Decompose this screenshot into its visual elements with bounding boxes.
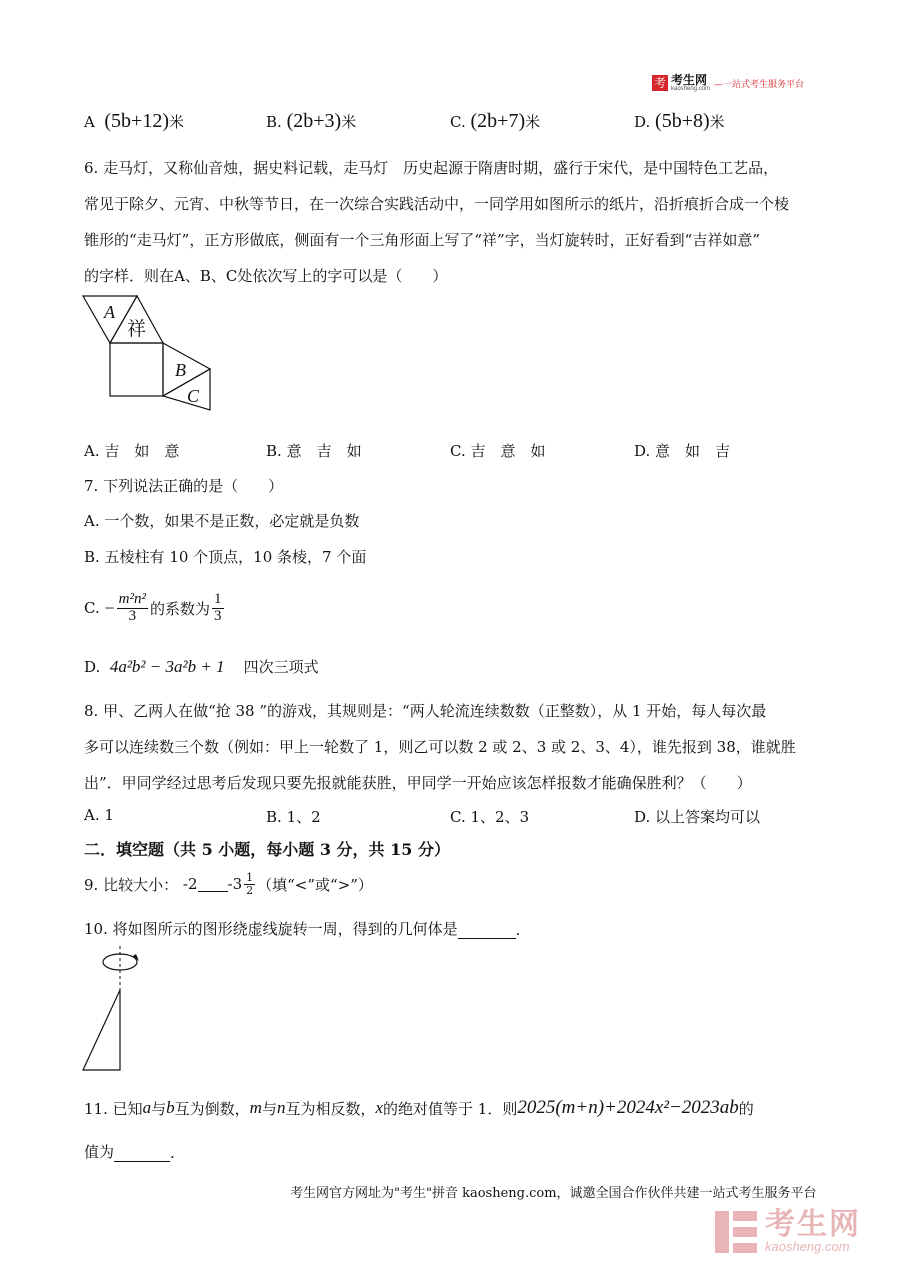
q7-option-d: D. 4a²b² − 3a²b + 1 四次三项式	[84, 657, 319, 676]
q7-option-c: C. − $\frac{\text{m²n²}}{3}$ 的系数为 $\frac{1}{3}$	[84, 590, 222, 624]
right-triangle	[83, 990, 120, 1070]
q5-option-a: A (5b+12)米	[84, 110, 185, 132]
rotation-arrow	[103, 954, 137, 970]
q7-stem: 7. 下列说法正确的是（ ）	[84, 477, 284, 495]
q8-option-a: A. 1	[84, 806, 114, 824]
label-c: C	[187, 386, 200, 406]
watermark-name: 考生网	[765, 1206, 861, 1242]
logo-domain: kaosheng.com	[671, 86, 711, 92]
watermark-icon	[715, 1207, 759, 1255]
q6-line-1: 6. 走马灯，又称仙音烛，据史料记载，走马灯 历史起源于隋唐时期，盛行于宋代，是中国特色工艺品，	[84, 159, 779, 177]
q10-rotation-figure	[78, 944, 148, 1076]
q8-option-b: B. 1、2	[266, 808, 321, 826]
square-base	[110, 343, 163, 396]
q6-option-a: A. 吉 如 意	[84, 442, 180, 460]
logo-name: 考生网	[671, 73, 708, 87]
label-a: A	[104, 302, 115, 322]
q10-answer-blank[interactable]	[458, 922, 516, 939]
label-b: B	[175, 360, 186, 380]
footer-text: 考生网官方网址为"考生"拼音 kaosheng.com，诚邀全国合作伙伴共建一站式考生服务平台	[290, 1186, 817, 1201]
q7-option-b: B. 五棱柱有 10 个顶点，10 条棱，7 个面	[84, 548, 367, 566]
q6-net-figure	[80, 292, 220, 414]
label-xiang: 祥	[127, 318, 147, 340]
q6-line-4: 的字样．则在A、B、C处依次写上的字可以是（ ）	[84, 267, 448, 285]
watermark	[715, 1203, 887, 1259]
q6-line-2: 常见于除夕、元宵、中秋等节日，在一次综合实践活动中，一同学用如图所示的纸片，沿折痕折合成一个棱	[84, 195, 790, 213]
header-logo	[652, 72, 804, 94]
q6-option-c: C. 吉 意 如	[450, 442, 546, 460]
logo-mark: 考	[653, 76, 666, 90]
q9: 9. 比较大小： -2 -3 $\frac{1}{2}$ （填“<”或“>”）	[84, 870, 373, 897]
q8-line-1: 8. 甲、乙两人在做“抢 38 ”的游戏，其规则是：“两人轮流连续数数（正整数），从 1 开始，每人每次最	[84, 702, 767, 720]
q5-option-b: B. (2b+3)米	[266, 110, 357, 132]
q5-option-c: C. (2b+7)米	[450, 110, 541, 132]
q10: 10. 将如图所示的图形绕虚线旋转一周，得到的几何体是 .	[84, 920, 521, 939]
q11-line-1: 11. 已知 a 与 b 互为倒数， m 与 n 互为相反数， x 的绝对值等于 1．则 2025(m+n)+2024x²−2023ab 的	[84, 1097, 754, 1118]
q6-option-b: B. 意 吉 如	[266, 442, 362, 460]
q11-line-2: 值为 .	[84, 1143, 175, 1162]
q6-line-3: 锥形的“走马灯”，正方形做底，侧面有一个三角形面上写了“祥”字，当灯旋转时，正好看到“吉祥如意”	[84, 231, 761, 249]
q7-option-a: A. 一个数，如果不是正数，必定就是负数	[84, 512, 360, 530]
q5-option-d: D. (5b+8)米	[634, 110, 725, 132]
q9-answer-blank[interactable]	[198, 877, 228, 892]
section-heading: 二．填空题（共 5 小题，每小题 3 分，共 15 分）	[84, 840, 450, 859]
q8-option-d: D. 以上答案均可以	[634, 808, 761, 826]
q8-option-c: C. 1、2、3	[450, 808, 530, 826]
logo-slogan: —一站式考生服务平台	[714, 79, 805, 90]
q11-answer-blank[interactable]	[114, 1145, 170, 1162]
q8-line-3: 出”．甲同学经过思考后发现只要先报就能获胜，甲同学一开始应该怎样报数才能确保胜利？（ ）	[84, 774, 752, 792]
q6-option-d: D. 意 如 吉	[634, 442, 731, 460]
q8-line-2: 多可以连续数三个数（例如：甲上一轮数了 1，则乙可以数 2 或 2、3 或 2、3、4），谁先报到 38，谁就胜	[84, 738, 796, 756]
watermark-domain: kaosheng.com	[765, 1238, 850, 1254]
